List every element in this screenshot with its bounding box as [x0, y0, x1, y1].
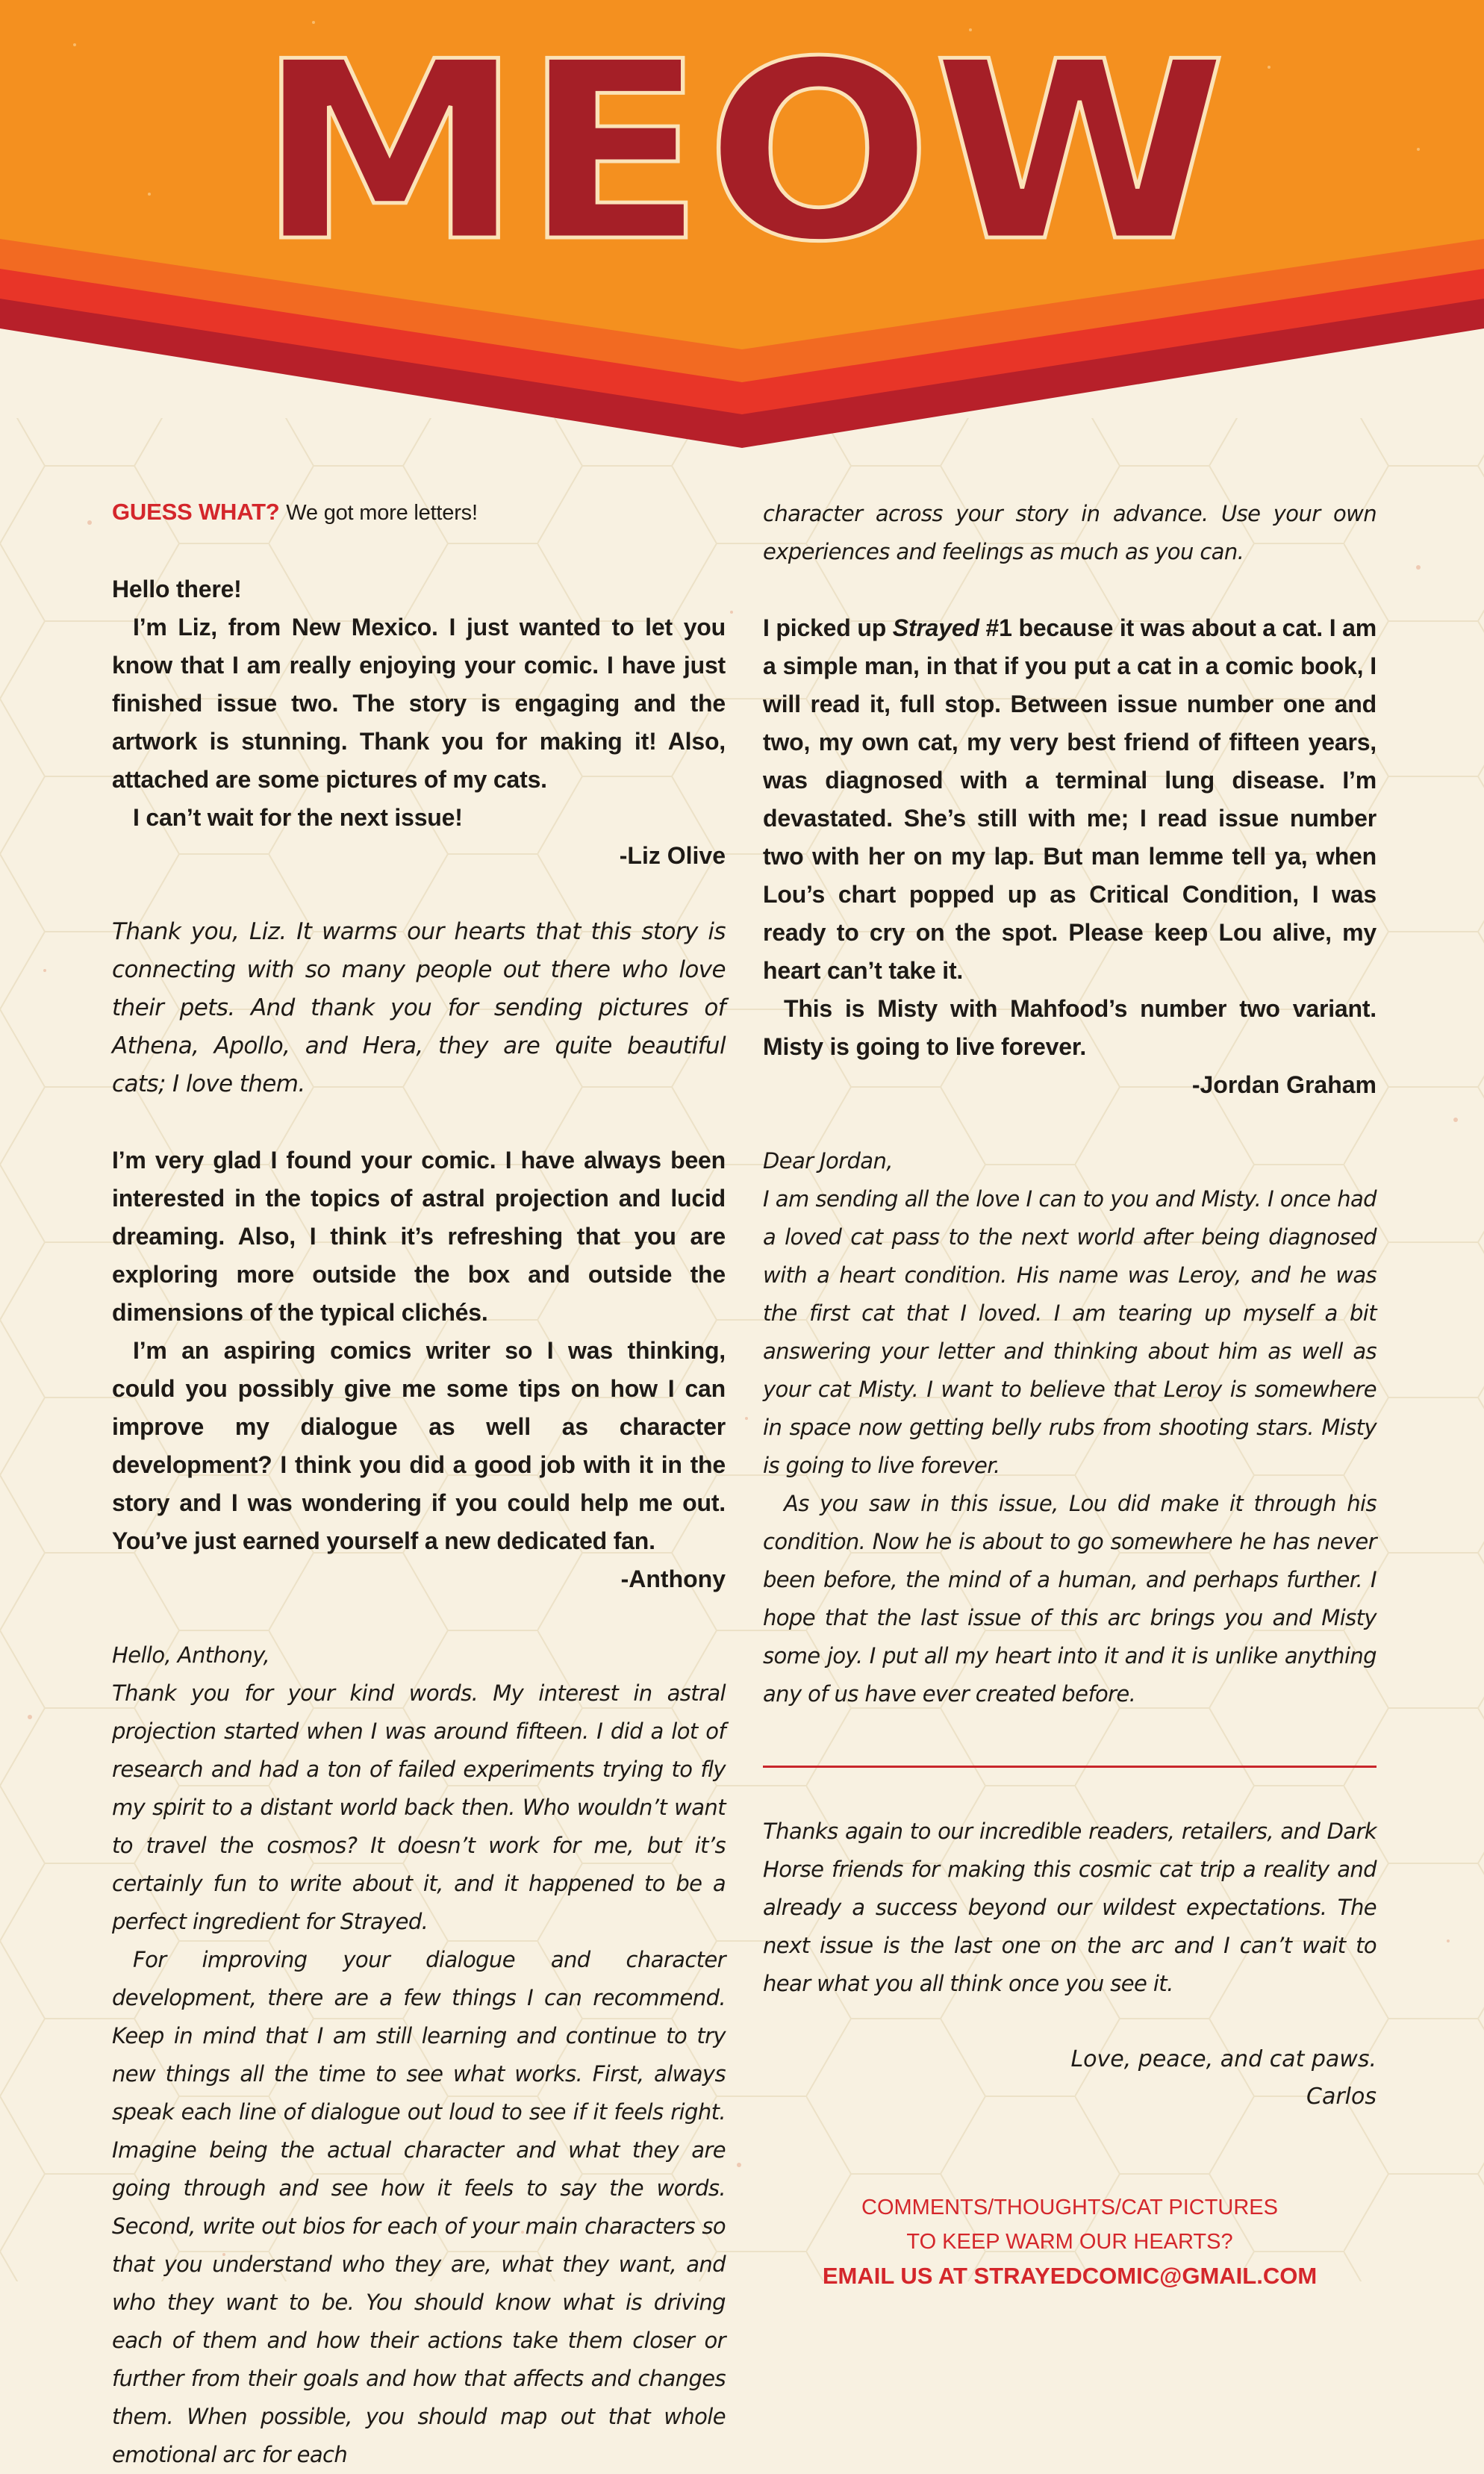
reply3-para2: As you saw in this issue, Lou did make it through his condition. Now he is about to go somewhere he has never been before, the mind of a human, and perhaps further. I hope that the last issue of this arc brings you and Misty some joy. I put all my heart into it and it is unlike anything any of us have ever created before. — [763, 1491, 1377, 1707]
letter3-para2: This is Misty with Mahfood’s number two variant. Misty is going to live forever. — [763, 995, 1377, 1060]
reply2-para2-right: character across your story in advance. Use your own experiences and feelings as much as you can. — [763, 501, 1377, 564]
closing-signoff: Love, peace, and cat paws. — [1070, 2046, 1377, 2072]
reply2-para1: Thank you for your kind words. My interest in astral projection started when I was around fifteen. I did a lot of research and had a ton of failed experiments trying to fly my spirit to a distant world back then. Who wouldn’t want to travel the cosmos? It doesn’t work for me, but it’s certainly fun to write about it, and it happened to be a perfect ingredient for Strayed. — [112, 1680, 726, 1934]
intro-label: GUESS WHAT? — [112, 499, 280, 525]
letter2-signature: -Anthony — [620, 1565, 726, 1592]
reply2-greeting: Hello, Anthony, — [112, 1642, 270, 1668]
divider-rule — [763, 1766, 1377, 1768]
email-cta — [763, 2190, 1377, 2293]
letter2-para1: I’m very glad I found your comic. I have always been interested in the topics of astral projection and lucid dreaming. Also, I think it’s refreshing that you are exploring more outside the box and outside the dimensions of the typical clichés. — [112, 1147, 726, 1326]
letter3-para1-pre: I picked up — [763, 614, 893, 641]
letter1-para1: I’m Liz, from New Mexico. I just wanted to let you know that I am really enjoying your comic. I have just finished issue two. The story is engaging and the artwork is stunning. Thank you for making it! Also, attached are some pictures of my cats. — [112, 614, 726, 793]
letter3-comic-title: Strayed — [892, 614, 979, 641]
right-column — [763, 495, 1377, 2293]
letter1-greeting: Hello there! — [112, 576, 242, 602]
letter3-para1 — [763, 609, 1377, 990]
page-title — [0, 30, 1484, 261]
left-column — [112, 493, 726, 2474]
letter3-para1-post: #1 because it was about a cat. I am a simple man, in that if you put a cat in a comic book, I will read it, full stop. Between issue number one and two, my own cat, my very best friend of fifteen years, was diagnosed with a terminal lung disease. I’m devastated. She’s still with me; I read issue number two with her on my lap. But man lemme tell ya, when Lou’s chart popped up as Critical Condition, I was ready to cry on the spot. Please keep Lou alive, my heart can’t take it. — [763, 614, 1377, 984]
closing-name: Carlos — [1306, 2084, 1377, 2110]
reply3-para1: I am sending all the love I can to you and Misty. I once had a loved cat pass to the next world after being diagnosed with a heart condition. His name was Leroy, and he was the first cat that I loved. I am tearing up myself a bit answering your letter and thinking about him as well as your cat Misty. I want to believe that Leroy is somewhere in space now getting belly rubs from shooting stars. Misty is going to live forever. — [763, 1186, 1377, 1478]
intro-line — [112, 493, 726, 532]
letter1-signature: -Liz Olive — [619, 842, 726, 869]
cta-line2: TO KEEP WARM OUR HEARTS? — [906, 2230, 1233, 2254]
letter2-para2: I’m an aspiring comics writer so I was thinking, could you possibly give me some tips on how I can improve my dialogue as well as character development? I think you did a good job with it in the story and I was wondering if you could help me out. You’ve just earned yourself a new dedicated fan. — [112, 1337, 726, 1554]
title-meow: MEOW — [257, 30, 1227, 261]
intro-text: We got more letters! — [286, 501, 478, 525]
reply2-para2-left: For improving your dialogue and character development, there are a few things I can recommend. Keep in mind that I am still learning and continue to try new things all the time to see what works. First, always speak each line of dialogue out loud to see if it feels right. Imagine being the actual character and what they are going through and see how it feels to say the words. Second, write out bios for each of your main characters so that you understand who they are, what they want, and who they want to be. You should know what is driving each of them and how their actions take them closer or further from their goals and how that affects and changes them. When possible, you should map out that whole emotional arc for each — [112, 1947, 726, 2467]
letter1-para2: I can’t wait for the next issue! — [133, 804, 463, 831]
reply3-greeting: Dear Jordan, — [763, 1148, 893, 1174]
reply1-text: Thank you, Liz. It warms our hearts that this story is connecting with so many people out there who love their pets. And thank you for sending pictures of Athena, Apollo, and Hera, they are quite beautiful cats; I love them. — [112, 918, 726, 1097]
cta-line1: COMMENTS/THOUGHTS/CAT PICTURES — [861, 2196, 1278, 2219]
closing-text: Thanks again to our incredible readers, retailers, and Dark Horse friends for making this cosmic cat trip a reality and already a success beyond our wildest expectations. The next issue is the last one on the arc and I can’t wait to hear what you all think once you see it. — [763, 1819, 1377, 1996]
cta-email: EMAIL US AT STRAYEDCOMIC@GMAIL.COM — [822, 2263, 1318, 2289]
letter3-signature: -Jordan Graham — [1191, 1071, 1377, 1098]
